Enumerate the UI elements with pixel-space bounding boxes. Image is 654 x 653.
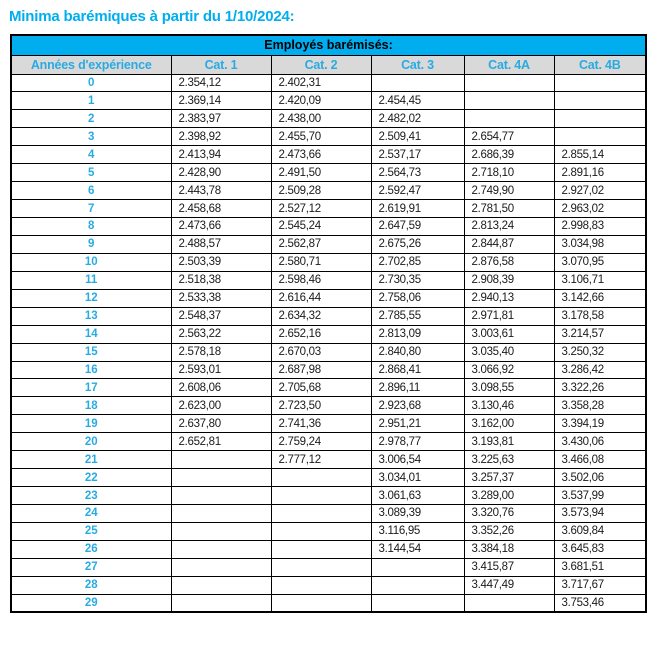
value-cell: 2.951,21 bbox=[371, 415, 464, 433]
year-cell: 24 bbox=[11, 505, 171, 523]
year-cell: 7 bbox=[11, 200, 171, 218]
value-cell: 2.413,94 bbox=[171, 146, 271, 164]
year-cell: 13 bbox=[11, 307, 171, 325]
value-cell: 2.652,81 bbox=[171, 433, 271, 451]
value-cell: 2.844,87 bbox=[464, 235, 554, 253]
year-cell: 17 bbox=[11, 379, 171, 397]
value-cell: 3.066,92 bbox=[464, 361, 554, 379]
value-cell: 2.458,68 bbox=[171, 200, 271, 218]
value-cell: 3.061,63 bbox=[371, 487, 464, 505]
year-cell: 3 bbox=[11, 128, 171, 146]
value-cell: 2.518,38 bbox=[171, 271, 271, 289]
value-cell bbox=[371, 576, 464, 594]
table-row bbox=[11, 128, 646, 146]
value-cell: 2.420,09 bbox=[271, 92, 371, 110]
value-cell: 3.384,18 bbox=[464, 540, 554, 558]
year-cell: 23 bbox=[11, 487, 171, 505]
value-cell: 3.681,51 bbox=[554, 558, 646, 576]
value-cell: 3.753,46 bbox=[554, 594, 646, 612]
value-cell bbox=[171, 469, 271, 487]
value-cell: 3.320,76 bbox=[464, 505, 554, 523]
value-cell: 3.214,57 bbox=[554, 325, 646, 343]
table-row bbox=[11, 235, 646, 253]
value-cell: 2.840,80 bbox=[371, 343, 464, 361]
value-cell: 2.527,12 bbox=[271, 200, 371, 218]
value-cell: 2.488,57 bbox=[171, 235, 271, 253]
table-row bbox=[11, 164, 646, 182]
value-cell: 2.670,03 bbox=[271, 343, 371, 361]
value-cell: 2.963,02 bbox=[554, 200, 646, 218]
value-cell: 3.034,01 bbox=[371, 469, 464, 487]
value-cell: 3.415,87 bbox=[464, 558, 554, 576]
value-cell: 3.098,55 bbox=[464, 379, 554, 397]
value-cell bbox=[371, 558, 464, 576]
year-cell: 5 bbox=[11, 164, 171, 182]
value-cell bbox=[171, 540, 271, 558]
table-row bbox=[11, 325, 646, 343]
salary-scale-table bbox=[10, 34, 647, 613]
value-cell: 2.428,90 bbox=[171, 164, 271, 182]
value-cell: 2.718,10 bbox=[464, 164, 554, 182]
value-cell: 2.623,00 bbox=[171, 397, 271, 415]
value-cell: 2.675,26 bbox=[371, 235, 464, 253]
value-cell: 2.563,22 bbox=[171, 325, 271, 343]
value-cell: 2.578,18 bbox=[171, 343, 271, 361]
value-cell bbox=[371, 74, 464, 92]
value-cell: 2.533,38 bbox=[171, 289, 271, 307]
value-cell: 2.855,14 bbox=[554, 146, 646, 164]
value-cell: 2.785,55 bbox=[371, 307, 464, 325]
table-row bbox=[11, 146, 646, 164]
value-cell: 2.438,00 bbox=[271, 110, 371, 128]
value-cell bbox=[171, 487, 271, 505]
year-cell: 22 bbox=[11, 469, 171, 487]
column-header-3: Cat. 3 bbox=[371, 55, 464, 74]
value-cell: 2.723,50 bbox=[271, 397, 371, 415]
table-row bbox=[11, 110, 646, 128]
value-cell: 3.502,06 bbox=[554, 469, 646, 487]
value-cell: 2.580,71 bbox=[271, 253, 371, 271]
value-cell: 3.116,95 bbox=[371, 522, 464, 540]
value-cell: 2.971,81 bbox=[464, 307, 554, 325]
table-row bbox=[11, 594, 646, 612]
table-row bbox=[11, 361, 646, 379]
value-cell: 3.286,42 bbox=[554, 361, 646, 379]
year-cell: 6 bbox=[11, 182, 171, 200]
value-cell: 2.473,66 bbox=[271, 146, 371, 164]
value-cell bbox=[271, 540, 371, 558]
value-cell: 3.250,32 bbox=[554, 343, 646, 361]
value-cell: 2.619,91 bbox=[371, 200, 464, 218]
year-cell: 10 bbox=[11, 253, 171, 271]
value-cell: 2.876,58 bbox=[464, 253, 554, 271]
year-cell: 26 bbox=[11, 540, 171, 558]
table-row bbox=[11, 271, 646, 289]
value-cell: 3.322,26 bbox=[554, 379, 646, 397]
value-cell: 2.891,16 bbox=[554, 164, 646, 182]
value-cell: 2.702,85 bbox=[371, 253, 464, 271]
year-cell: 15 bbox=[11, 343, 171, 361]
table-row bbox=[11, 451, 646, 469]
value-cell bbox=[171, 594, 271, 612]
table-row bbox=[11, 289, 646, 307]
value-cell: 3.034,98 bbox=[554, 235, 646, 253]
band-header-row bbox=[11, 35, 646, 55]
value-cell bbox=[171, 505, 271, 523]
value-cell bbox=[271, 505, 371, 523]
value-cell: 2.593,01 bbox=[171, 361, 271, 379]
year-cell: 29 bbox=[11, 594, 171, 612]
value-cell: 3.466,08 bbox=[554, 451, 646, 469]
value-cell bbox=[464, 110, 554, 128]
value-cell: 2.608,06 bbox=[171, 379, 271, 397]
value-cell bbox=[371, 594, 464, 612]
value-cell: 3.225,63 bbox=[464, 451, 554, 469]
value-cell: 2.923,68 bbox=[371, 397, 464, 415]
year-cell: 11 bbox=[11, 271, 171, 289]
value-cell: 2.896,11 bbox=[371, 379, 464, 397]
value-cell: 2.509,28 bbox=[271, 182, 371, 200]
value-cell: 3.609,84 bbox=[554, 522, 646, 540]
value-cell: 2.978,77 bbox=[371, 433, 464, 451]
value-cell: 2.598,46 bbox=[271, 271, 371, 289]
value-cell bbox=[464, 92, 554, 110]
year-cell: 28 bbox=[11, 576, 171, 594]
table-row bbox=[11, 397, 646, 415]
value-cell: 2.813,09 bbox=[371, 325, 464, 343]
value-cell: 2.354,12 bbox=[171, 74, 271, 92]
table-row bbox=[11, 469, 646, 487]
value-cell: 3.178,58 bbox=[554, 307, 646, 325]
value-cell: 2.686,39 bbox=[464, 146, 554, 164]
value-cell: 3.144,54 bbox=[371, 540, 464, 558]
value-cell: 3.289,00 bbox=[464, 487, 554, 505]
table-row bbox=[11, 379, 646, 397]
value-cell bbox=[171, 558, 271, 576]
value-cell: 2.868,41 bbox=[371, 361, 464, 379]
year-cell: 27 bbox=[11, 558, 171, 576]
value-cell: 2.654,77 bbox=[464, 128, 554, 146]
value-cell: 3.257,37 bbox=[464, 469, 554, 487]
value-cell: 2.369,14 bbox=[171, 92, 271, 110]
value-cell: 2.652,16 bbox=[271, 325, 371, 343]
value-cell: 2.482,02 bbox=[371, 110, 464, 128]
value-cell: 2.443,78 bbox=[171, 182, 271, 200]
value-cell bbox=[554, 110, 646, 128]
year-cell: 9 bbox=[11, 235, 171, 253]
value-cell: 3.352,26 bbox=[464, 522, 554, 540]
value-cell: 3.162,00 bbox=[464, 415, 554, 433]
value-cell: 2.548,37 bbox=[171, 307, 271, 325]
table-row bbox=[11, 253, 646, 271]
value-cell: 2.813,24 bbox=[464, 218, 554, 236]
column-header-2: Cat. 2 bbox=[271, 55, 371, 74]
value-cell bbox=[464, 74, 554, 92]
value-cell: 3.573,94 bbox=[554, 505, 646, 523]
value-cell: 3.089,39 bbox=[371, 505, 464, 523]
value-cell: 3.358,28 bbox=[554, 397, 646, 415]
value-cell: 3.106,71 bbox=[554, 271, 646, 289]
value-cell bbox=[171, 576, 271, 594]
value-cell: 2.455,70 bbox=[271, 128, 371, 146]
value-cell: 3.035,40 bbox=[464, 343, 554, 361]
value-cell: 2.509,41 bbox=[371, 128, 464, 146]
table-row bbox=[11, 200, 646, 218]
table-row bbox=[11, 182, 646, 200]
value-cell: 2.777,12 bbox=[271, 451, 371, 469]
band-header: Employés barémisés: bbox=[11, 35, 646, 55]
value-cell: 2.758,06 bbox=[371, 289, 464, 307]
table-row bbox=[11, 343, 646, 361]
year-cell: 12 bbox=[11, 289, 171, 307]
column-header-0: Années d'expérience bbox=[11, 55, 171, 74]
year-cell: 25 bbox=[11, 522, 171, 540]
value-cell bbox=[171, 522, 271, 540]
value-cell: 2.592,47 bbox=[371, 182, 464, 200]
column-header-1: Cat. 1 bbox=[171, 55, 271, 74]
table-row bbox=[11, 415, 646, 433]
table-row bbox=[11, 74, 646, 92]
table-row bbox=[11, 522, 646, 540]
value-cell bbox=[271, 576, 371, 594]
value-cell: 2.634,32 bbox=[271, 307, 371, 325]
value-cell: 3.537,99 bbox=[554, 487, 646, 505]
table-row bbox=[11, 92, 646, 110]
value-cell bbox=[271, 558, 371, 576]
table-row bbox=[11, 505, 646, 523]
year-cell: 1 bbox=[11, 92, 171, 110]
year-cell: 18 bbox=[11, 397, 171, 415]
table-row bbox=[11, 307, 646, 325]
value-cell bbox=[171, 451, 271, 469]
year-cell: 19 bbox=[11, 415, 171, 433]
value-cell bbox=[464, 594, 554, 612]
value-cell: 2.687,98 bbox=[271, 361, 371, 379]
value-cell: 2.749,90 bbox=[464, 182, 554, 200]
column-header-4: Cat. 4A bbox=[464, 55, 554, 74]
value-cell: 2.940,13 bbox=[464, 289, 554, 307]
value-cell: 3.003,61 bbox=[464, 325, 554, 343]
value-cell bbox=[271, 522, 371, 540]
value-cell bbox=[271, 487, 371, 505]
value-cell: 2.927,02 bbox=[554, 182, 646, 200]
value-cell: 2.616,44 bbox=[271, 289, 371, 307]
year-cell: 20 bbox=[11, 433, 171, 451]
value-cell: 3.142,66 bbox=[554, 289, 646, 307]
value-cell: 2.908,39 bbox=[464, 271, 554, 289]
year-cell: 0 bbox=[11, 74, 171, 92]
value-cell: 2.545,24 bbox=[271, 218, 371, 236]
value-cell bbox=[554, 92, 646, 110]
year-cell: 16 bbox=[11, 361, 171, 379]
value-cell: 3.447,49 bbox=[464, 576, 554, 594]
value-cell: 2.759,24 bbox=[271, 433, 371, 451]
value-cell: 2.562,87 bbox=[271, 235, 371, 253]
value-cell: 2.705,68 bbox=[271, 379, 371, 397]
year-cell: 8 bbox=[11, 218, 171, 236]
year-cell: 21 bbox=[11, 451, 171, 469]
value-cell: 2.998,83 bbox=[554, 218, 646, 236]
table-row bbox=[11, 218, 646, 236]
value-cell: 2.383,97 bbox=[171, 110, 271, 128]
value-cell: 2.398,92 bbox=[171, 128, 271, 146]
value-cell: 2.537,17 bbox=[371, 146, 464, 164]
value-cell: 3.130,46 bbox=[464, 397, 554, 415]
table-row bbox=[11, 433, 646, 451]
year-cell: 4 bbox=[11, 146, 171, 164]
column-header-5: Cat. 4B bbox=[554, 55, 646, 74]
value-cell: 3.717,67 bbox=[554, 576, 646, 594]
table-row bbox=[11, 540, 646, 558]
value-cell bbox=[554, 128, 646, 146]
value-cell bbox=[554, 74, 646, 92]
value-cell: 2.454,45 bbox=[371, 92, 464, 110]
value-cell: 3.006,54 bbox=[371, 451, 464, 469]
value-cell: 2.503,39 bbox=[171, 253, 271, 271]
table-row bbox=[11, 576, 646, 594]
value-cell: 2.473,66 bbox=[171, 218, 271, 236]
value-cell: 3.645,83 bbox=[554, 540, 646, 558]
value-cell: 2.741,36 bbox=[271, 415, 371, 433]
table-row bbox=[11, 487, 646, 505]
column-header-row bbox=[11, 55, 646, 74]
year-cell: 14 bbox=[11, 325, 171, 343]
year-cell: 2 bbox=[11, 110, 171, 128]
value-cell: 2.637,80 bbox=[171, 415, 271, 433]
value-cell: 3.070,95 bbox=[554, 253, 646, 271]
value-cell: 3.193,81 bbox=[464, 433, 554, 451]
value-cell: 2.564,73 bbox=[371, 164, 464, 182]
value-cell: 2.491,50 bbox=[271, 164, 371, 182]
value-cell: 2.402,31 bbox=[271, 74, 371, 92]
value-cell bbox=[271, 469, 371, 487]
page-title: Minima barémiques à partir du 1/10/2024: bbox=[9, 8, 295, 25]
table-row bbox=[11, 558, 646, 576]
value-cell: 2.730,35 bbox=[371, 271, 464, 289]
value-cell: 2.781,50 bbox=[464, 200, 554, 218]
value-cell bbox=[271, 594, 371, 612]
value-cell: 3.430,06 bbox=[554, 433, 646, 451]
value-cell: 2.647,59 bbox=[371, 218, 464, 236]
value-cell: 3.394,19 bbox=[554, 415, 646, 433]
